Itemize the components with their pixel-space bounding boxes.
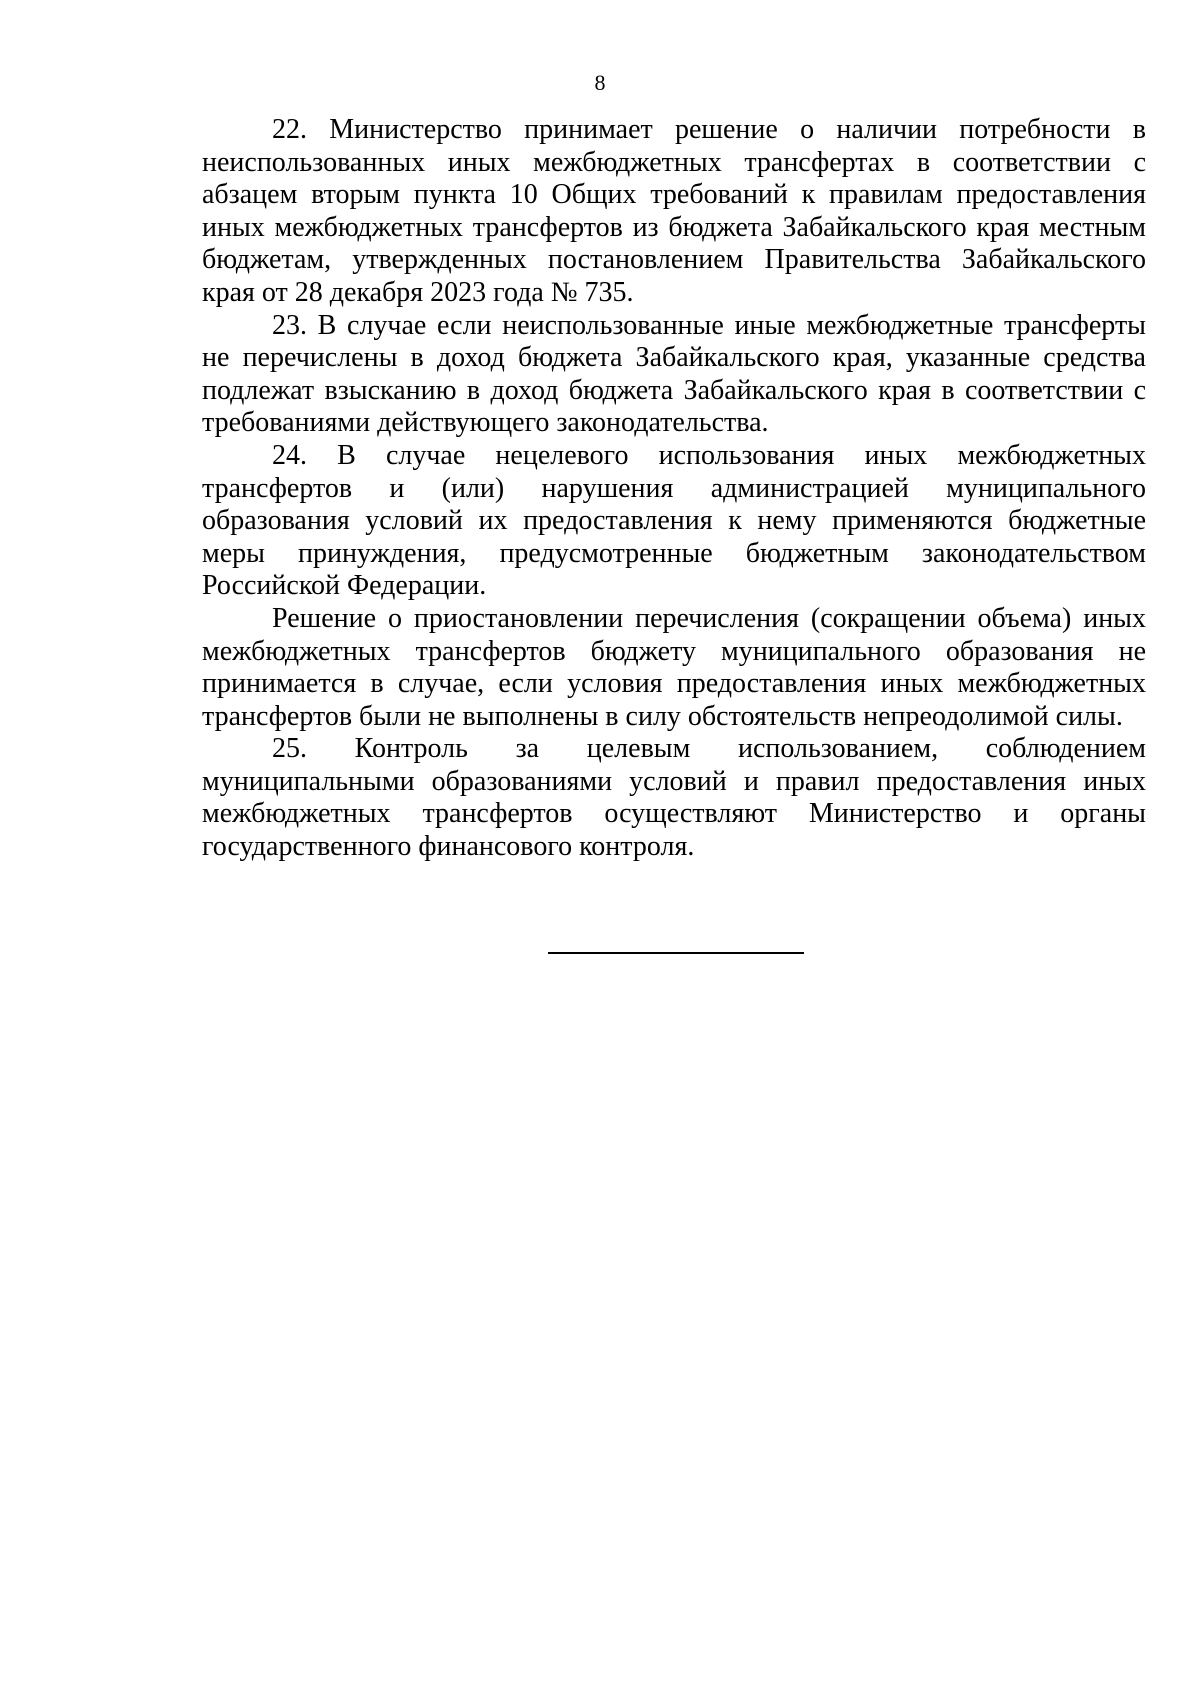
paragraph-23: 23. В случае если неиспользованные иные межбюджетные трансферты не перечислены в доход бюджета Забайкальского края, указанные средства подлежат взысканию в доход бюджета Забайкальского края в соответствии с требованиями действующего законодательства. [202,309,1146,439]
document-body [202,114,1146,864]
page-number: 8 [594,70,606,95]
paragraph-25: 25. Контроль за целевым использованием, соблюдением муниципальными образованиями условий и правил предоставления иных межбюджетных трансфертов осуществляют Министерство и органы государственного финансового контроля. [202,733,1146,863]
end-divider-line [548,952,804,954]
paragraph-22: 22. Министерство принимает решение о наличии потребности в неиспользованных иных межбюджетных трансфертах в соответствии с абзацем вторым пункта 10 Общих требований к правилам предоставления иных межбюджетных трансфертов из бюджета Забайкальского края местным бюджетам, утвержденных постановлением Правительства Забайкальского края от 28 декабря 2023 года № 735. [202,114,1146,308]
paragraph-24-decision: Решение о приостановлении перечисления (сокращении объема) иных межбюджетных трансфертов бюджету муниципального образования не принимается в случае, если условия предоставления иных межбюджетных трансфертов были не выполнены в силу обстоятельств непреодолимой силы. [202,602,1146,732]
paragraph-24: 24. В случае нецелевого использования иных межбюджетных трансфертов и (или) нарушения администрацией муниципального образования условий их предоставления к нему применяются бюджетные меры принуждения, предусмотренные бюджетным законодательством Российской Федерации. [202,439,1146,602]
